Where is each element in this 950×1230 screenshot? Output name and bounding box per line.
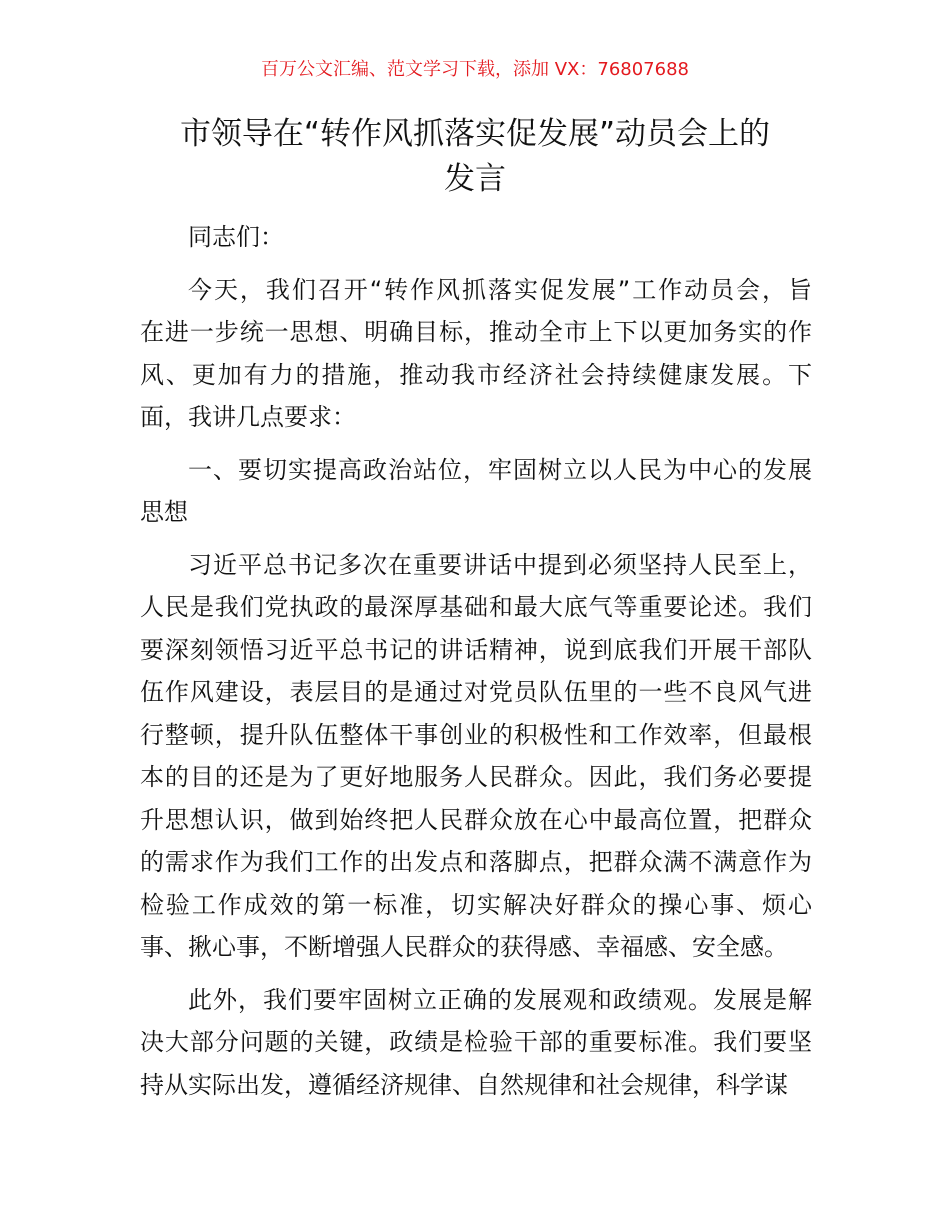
paragraph-line: 今天，我们召开“转作风抓落实促发展”工作动员会，旨 <box>188 275 812 304</box>
paragraph <box>140 216 812 259</box>
paragraph-line: 一、要切实提高政治站位，牢固树立以人民为中心的发展 <box>188 455 812 484</box>
paragraph-line: 习近平总书记多次在重要讲话中提到必须坚持人民至上， <box>188 550 812 579</box>
paragraph-line: 人民是我们党执政的最深厚基础和最大底气等重要论述。我们 <box>140 593 812 621</box>
paragraph <box>140 979 812 1107</box>
paragraph-line: 在进一步统一思想、明确目标，推动全市上下以更加务实的作 <box>140 318 812 346</box>
paragraph-line: 同志们： <box>188 223 284 251</box>
paragraph-line: 持从实际出发，遵循经济规律、自然规律和社会规律，科学谋 <box>140 1070 788 1099</box>
paragraph-line: 伍作风建设，表层目的是通过对党员队伍里的一些不良风气进 <box>140 678 812 706</box>
paragraph-line: 决大部分问题的关键，政绩是检验干部的重要标准。我们要坚 <box>140 1028 812 1056</box>
paragraph-line: 思想 <box>140 498 188 526</box>
paragraph-line: 此外，我们要牢固树立正确的发展观和政绩观。发展是解 <box>188 985 812 1014</box>
title-line: 发言 <box>444 161 506 197</box>
paragraph-line: 本的目的还是为了更好地服务人民群众。因此，我们务必要提 <box>140 763 812 791</box>
paragraph-line: 的需求作为我们工作的出发点和落脚点，把群众满不满意作为 <box>140 848 812 876</box>
paragraph-line: 行整顿，提升队伍整体干事创业的积极性和工作效率，但最根 <box>140 720 812 749</box>
paragraph-line: 升思想认识，做到始终把人民群众放在心中最高位置，把群众 <box>140 805 812 834</box>
paragraph <box>140 449 812 534</box>
paragraph-line: 检验工作成效的第一标准，切实解决好群众的操心事、烦心 <box>140 890 812 919</box>
paragraph-line: 事、揪心事，不断增强人民群众的获得感、幸福感、安全感。 <box>140 933 788 961</box>
title-line: 市领导在“转作风抓落实促发展”动员会上的 <box>179 116 771 152</box>
paragraph-line: 要深刻领悟习近平总书记的讲话精神，说到底我们开展干部队 <box>140 635 812 664</box>
paragraph <box>140 544 812 969</box>
document-body <box>140 216 812 1116</box>
watermark-header: 百万公文汇编、范文学习下载，添加 VX：76807688 <box>261 59 689 80</box>
paragraph-line: 面，我讲几点要求： <box>140 403 356 431</box>
paragraph-line: 风、更加有力的措施，推动我市经济社会持续健康发展。下 <box>140 360 812 389</box>
document-title <box>100 112 850 202</box>
paragraph <box>140 269 812 439</box>
